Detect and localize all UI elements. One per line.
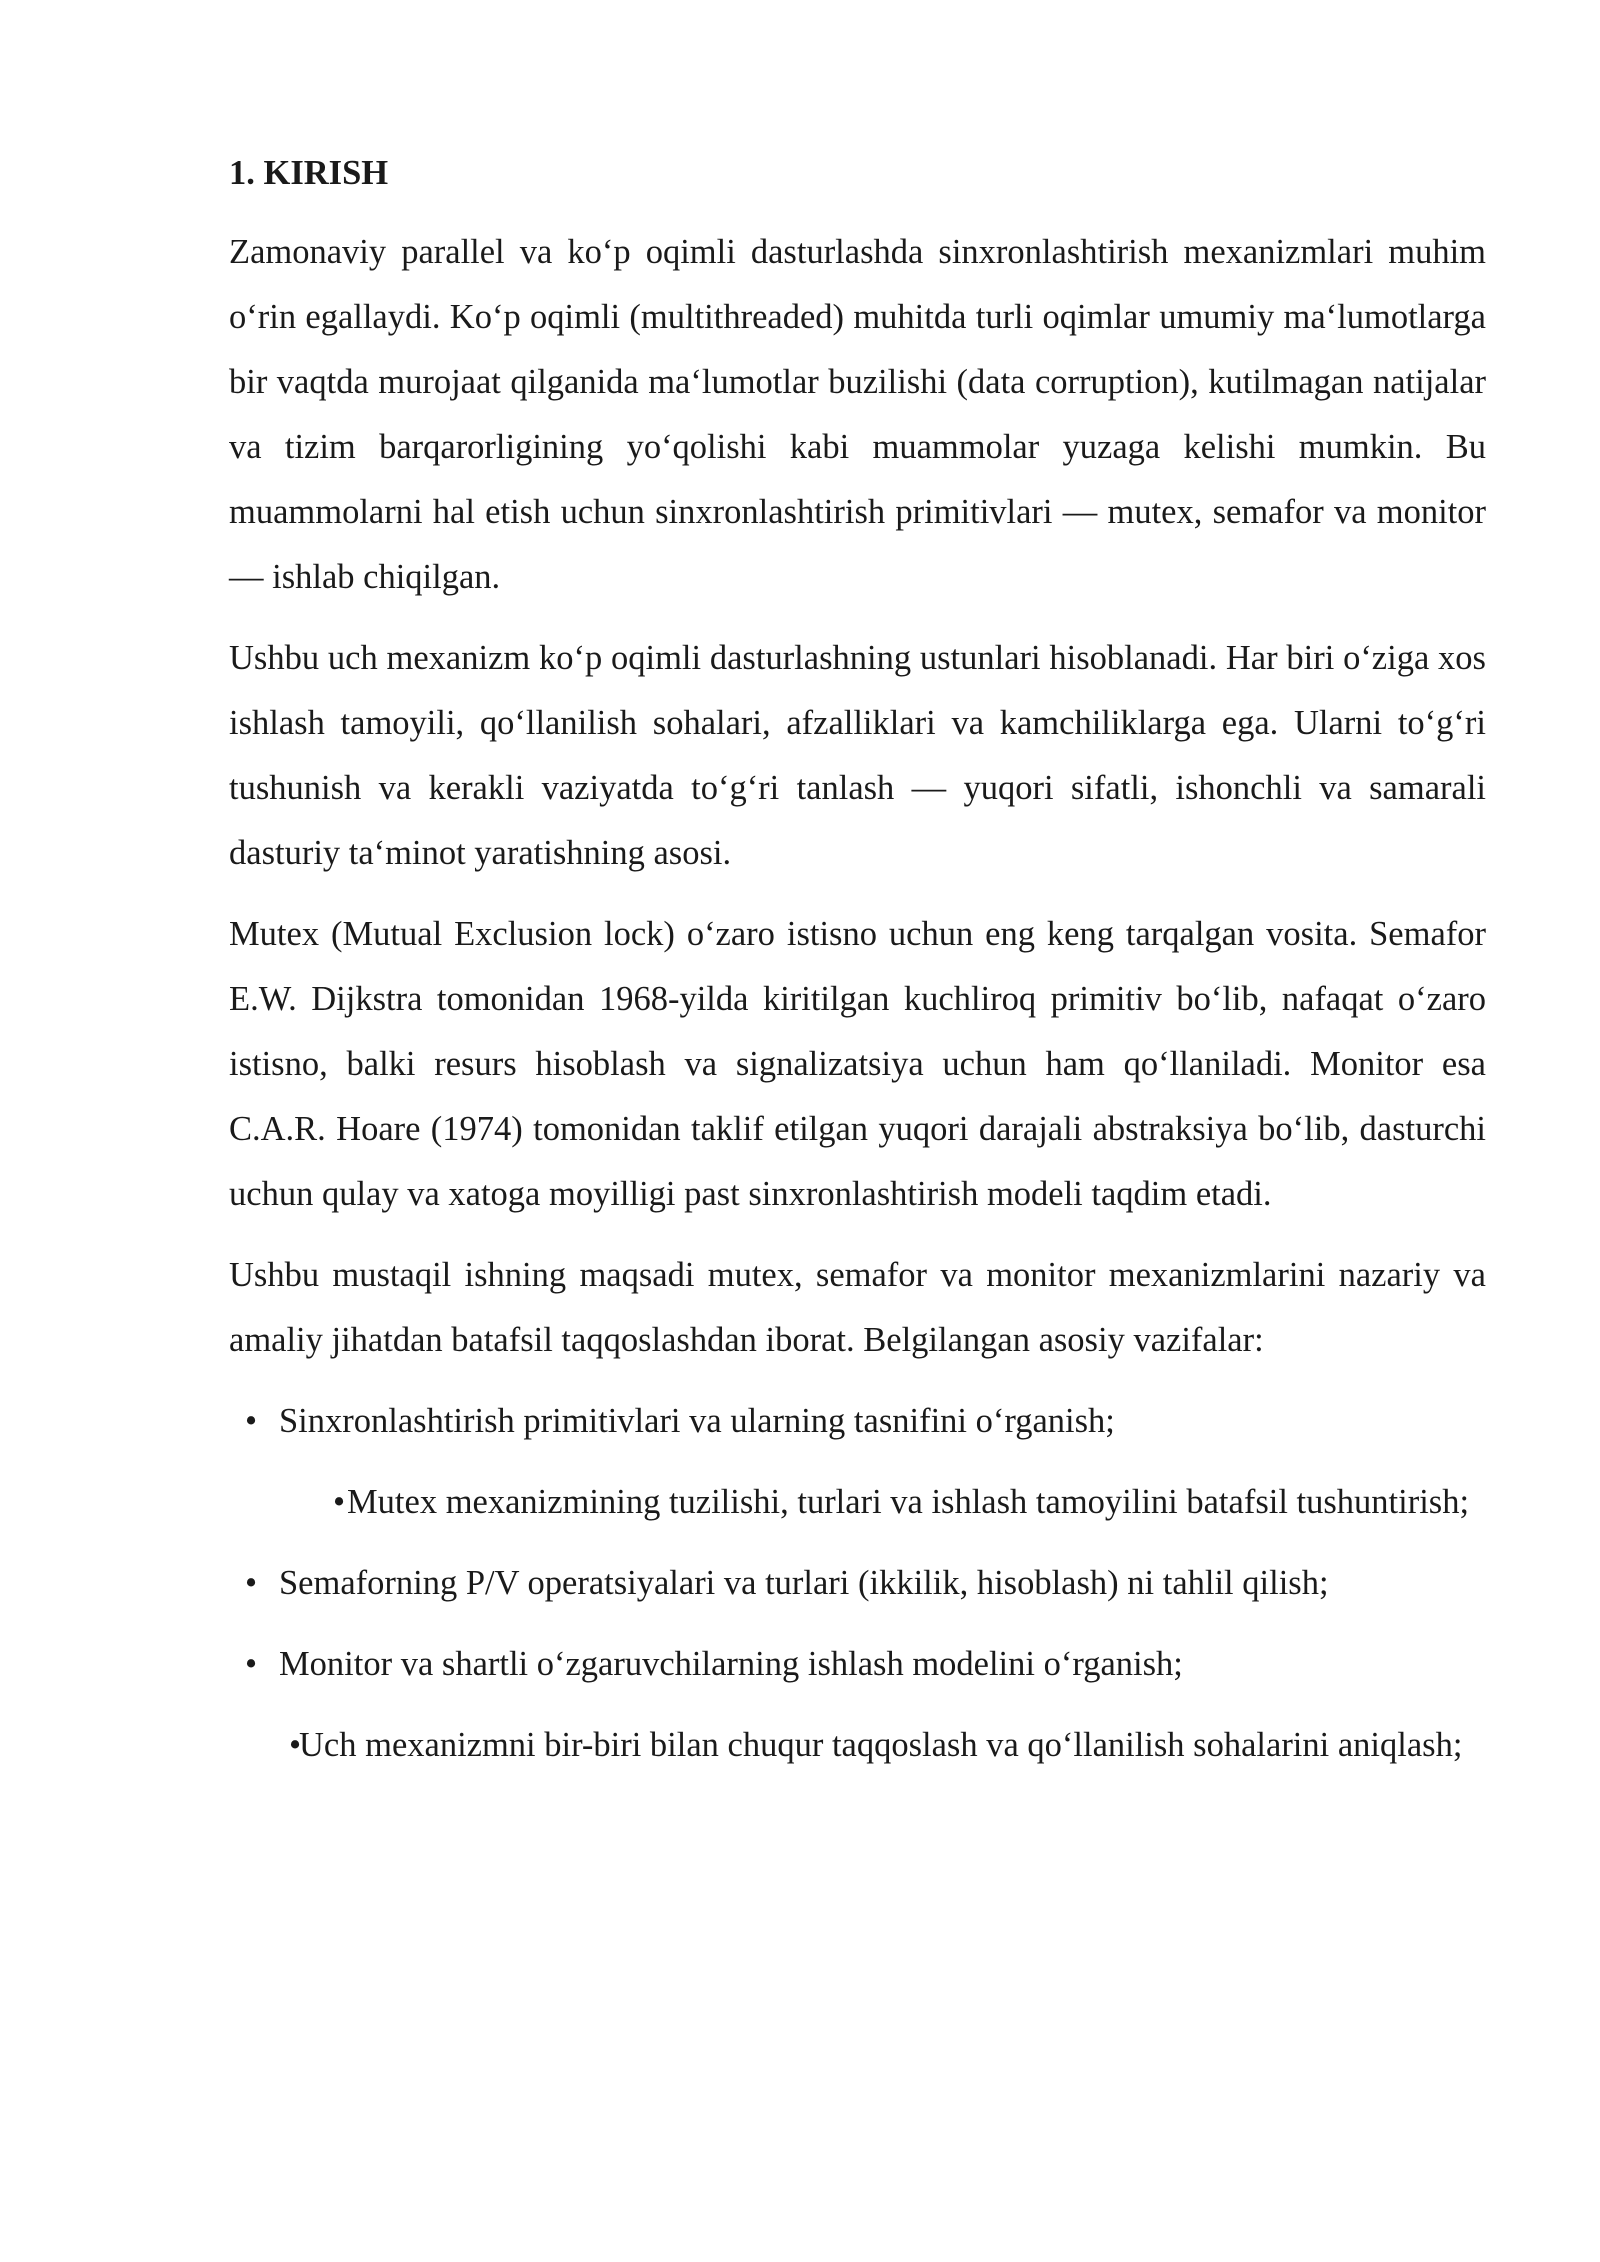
list-item xyxy=(229,1551,1486,1616)
document-page xyxy=(229,148,1486,1794)
list-item xyxy=(229,1389,1486,1454)
list-item-text: Mutex mexanizmining tuzilishi, turlari va ishlash tamoyilini batafsil tushuntirish; xyxy=(347,1483,1470,1521)
bullet-icon: • xyxy=(245,1645,258,1683)
paragraph-intro: Zamonaviy parallel va ko‘p oqimli dasturlashda sinxronlashtirish mexanizmlari muhim o‘rin egallaydi. Ko‘p oqimli (multithreaded) muhitda turli oqimlar umumiy ma‘lumotlarga bir vaqtda murojaat qilganida ma‘lumotlar buzilishi (data corruption), kutilmagan natijalar va tizim barqarorligining yo‘qolishi kabi muammolar yuzaga kelishi mumkin. Bu muammolarni hal etish uchun sinxronlashtirish primitivlari — mutex, semafor va monitor — ishlab chiqilgan. xyxy=(229,233,1486,596)
paragraph-pillars: Ushbu uch mexanizm ko‘p oqimli dasturlashning ustunlari hisoblanadi. Har biri o‘ziga xos ishlash tamoyili, qo‘llanilish sohalari, afzalliklari va kamchiliklarga ega. Ularni to‘g‘ri tushunish va kerakli vaziyatda to‘g‘ri tanlash — yuqori sifatli, ishonchli va samarali dasturiy ta‘minot yaratishning asosi. xyxy=(229,639,1486,872)
bullet-icon: • xyxy=(333,1483,346,1521)
bullet-icon: • xyxy=(245,1564,258,1602)
section-heading: 1. KIRISH xyxy=(229,154,389,192)
list-item-text: Semaforning P/V operatsiyalari va turlari (ikkilik, hisoblash) ni tahlil qilish; xyxy=(279,1564,1329,1602)
bullet-icon: • xyxy=(245,1402,258,1440)
bullet-icon: • xyxy=(289,1726,302,1764)
list-item xyxy=(229,1713,1486,1778)
list-item xyxy=(229,1470,1486,1535)
list-item-text: Uch mexanizmni bir-biri bilan chuqur taqqoslash va qo‘llanilish sohalarini aniqlash; xyxy=(299,1726,1463,1764)
paragraph-goal: Ushbu mustaqil ishning maqsadi mutex, semafor va monitor mexanizmlarini nazariy va amaliy jihatdan batafsil taqqoslashdan iborat. Belgilangan asosiy vazifalar: xyxy=(229,1256,1486,1359)
list-item xyxy=(229,1632,1486,1697)
list-item-text: Sinxronlashtirish primitivlari va ularning tasnifini o‘rganish; xyxy=(279,1402,1115,1440)
list-item-text: Monitor va shartli o‘zgaruvchilarning ishlash modelini o‘rganish; xyxy=(279,1645,1183,1683)
paragraph-mechanisms: Mutex (Mutual Exclusion lock) o‘zaro istisno uchun eng keng tarqalgan vosita. Semafor E.W. Dijkstra tomonidan 1968-yilda kiritilgan kuchliroq primitiv bo‘lib, nafaqat o‘zaro istisno, balki resurs hisoblash va signalizatsiya uchun ham qo‘llaniladi. Monitor esa C.A.R. Hoare (1974) tomonidan taklif etilgan yuqori darajali abstraksiya bo‘lib, dasturchi uchun qulay va xatoga moyilligi past sinxronlashtirish modeli taqdim etadi. xyxy=(229,915,1486,1213)
